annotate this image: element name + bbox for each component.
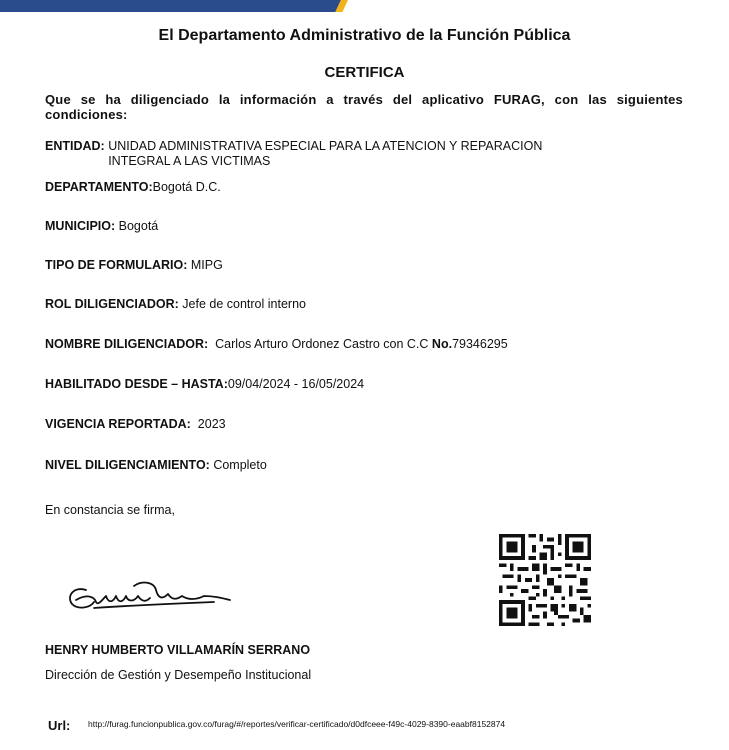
certifica-heading: CERTIFICA (324, 64, 405, 81)
field-habilitado-label: HABILITADO DESDE – HASTA: (45, 377, 228, 391)
field-municipio-value: Bogotá (118, 219, 159, 233)
field-departamento (45, 180, 221, 195)
field-departamento-label: DEPARTAMENTO: (45, 180, 153, 194)
field-nombre-no-label: No. (431, 337, 453, 351)
field-nombre-value: Carlos Arturo Ordonez Castro con C.C (215, 337, 429, 351)
verification-url[interactable]: http://furag.funcionpublica.gov.co/furag/#/reportes/verificar-certificado/d0dfceee-f49c-4029-8390-eaabf8152874 (88, 719, 506, 729)
field-nombre-label: NOMBRE DILIGENCIADOR: (45, 337, 209, 351)
field-rol (45, 297, 306, 312)
field-tipo-formulario-value: MIPG (190, 258, 223, 272)
field-habilitado-value: 09/04/2024 - 16/05/2024 (227, 377, 365, 391)
field-departamento-value: Bogotá D.C. (152, 180, 221, 194)
url-label: Url: (48, 718, 71, 733)
field-municipio-label: MUNICIPIO: (45, 219, 116, 233)
signer-name: HENRY HUMBERTO VILLAMARÍN SERRANO (45, 643, 311, 657)
qr-code-icon (499, 534, 591, 626)
field-rol-label: ROL DILIGENCIADOR: (45, 297, 179, 311)
field-habilitado (45, 377, 364, 392)
brand-top-bar (0, 0, 729, 12)
field-nivel (45, 458, 267, 473)
signer-role: Dirección de Gestión y Desempeño Institucional (45, 668, 312, 682)
field-entidad (45, 139, 588, 169)
field-entidad-label: ENTIDAD: (45, 139, 105, 153)
field-tipo-formulario-label: TIPO DE FORMULARIO: (45, 258, 188, 272)
field-nombre (45, 337, 508, 352)
field-tipo-formulario (45, 258, 223, 273)
field-nivel-value: Completo (213, 458, 267, 472)
field-nivel-label: NIVEL DILIGENCIAMIENTO: (45, 458, 210, 472)
signature-image (64, 560, 234, 620)
field-vigencia (45, 417, 226, 432)
field-vigencia-value: 2023 (197, 417, 226, 431)
field-nombre-id: 79346295 (452, 337, 508, 351)
field-vigencia-label: VIGENCIA REPORTADA: (45, 417, 191, 431)
brand-bar-cut (342, 0, 729, 12)
intro-paragraph: Que se ha diligenciado la información a través del aplicativo FURAG, con las siguientes condiciones: (45, 92, 683, 122)
field-entidad-value: UNIDAD ADMINISTRATIVA ESPECIAL PARA LA ATENCION Y REPARACION INTEGRAL A LAS VICTIMAS (108, 139, 543, 168)
field-municipio (45, 219, 158, 234)
field-rol-value: Jefe de control interno (182, 297, 306, 311)
document-title: El Departamento Administrativo de la Función Pública (158, 27, 571, 44)
firma-text: En constancia se firma, (45, 503, 175, 517)
brand-bar-blue (0, 0, 350, 12)
